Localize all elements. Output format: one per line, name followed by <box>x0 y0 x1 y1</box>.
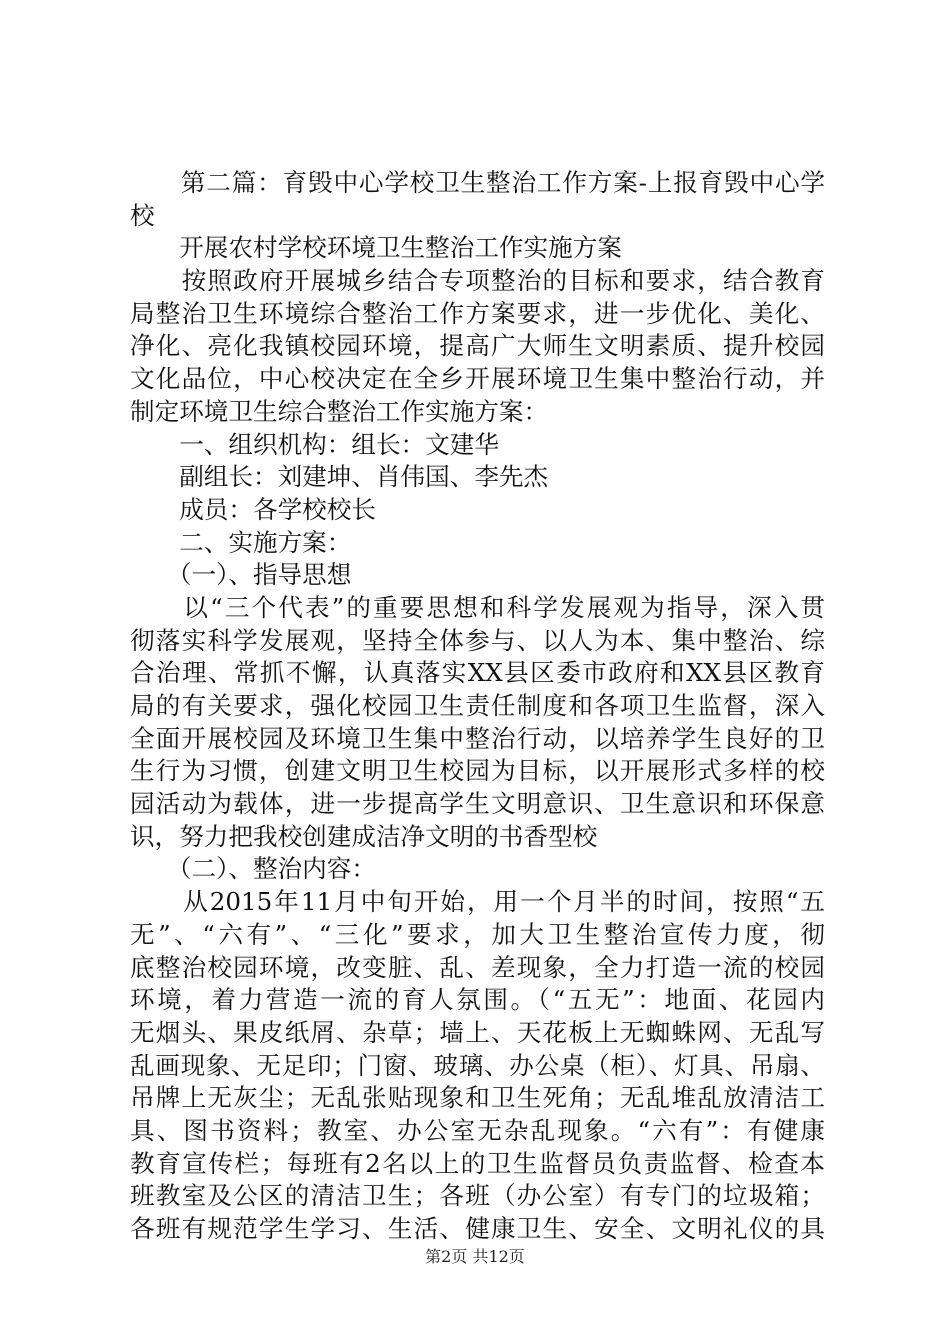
text-line: 净化、亮化我镇校园环境，提高广大师生文明素质、提升校园 <box>130 331 825 361</box>
document-body <box>130 167 825 1246</box>
text-line: 环境，着力营造一流的育人氛围。（“五无”：地面、花园内 <box>130 985 825 1015</box>
text-line: 文化品位，中心校决定在全乡开展环境卫生集中整治行动，并 <box>130 364 825 394</box>
text-line: 校 <box>130 200 155 230</box>
text-line: 底整治校园环境，改变脏、乱、差现象，全力打造一流的校园 <box>130 952 825 982</box>
text-line: 按照政府开展城乡结合专项整治的目标和要求，结合教育 <box>130 266 825 296</box>
text-line: 合治理、常抓不懈，认真落实XX县区委市政府和XX县区教育 <box>130 658 825 688</box>
text-line: 局整治卫生环境综合整治工作方案要求，进一步优化、美化、 <box>130 298 825 328</box>
text-line: 第二篇：育毁中心学校卫生整治工作方案-上报育毁中心学 <box>130 168 825 197</box>
text-line: 彻落实科学发展观，坚持全体参与、以人为本、集中整治、综 <box>130 625 825 655</box>
text-line: 乱画现象、无足印；门窗、玻璃、办公桌（柜）、灯具、吊扇、 <box>130 1050 825 1080</box>
text-line: 班教室及公区的清洁卫生；各班（办公室）有专门的垃圾箱； <box>130 1181 825 1211</box>
text-line: 全面开展校园及环境卫生集中整治行动，以培养学生良好的卫 <box>130 723 825 753</box>
text-line: （一）、指导思想 <box>130 560 352 590</box>
text-line: 园活动为载体，进一步提高学生文明意识、卫生意识和环保意 <box>130 789 825 819</box>
text-line: 无”、“六有”、“三化”要求，加大卫生整治宣传力度，彻 <box>130 919 825 949</box>
page-footer: 第2页 共12页 <box>425 1247 525 1266</box>
text-line: 生行为习惯，创建文明卫生校园为目标，以开展形式多样的校 <box>130 756 825 786</box>
text-line: 开展农村学校环境卫生整治工作实施方案 <box>130 233 622 263</box>
text-line: 一、组织机构：组长：文建华 <box>130 429 499 459</box>
text-line: 二、实施方案： <box>130 527 352 557</box>
text-line: 副组长：刘建坤、肖伟国、李先杰 <box>130 462 549 492</box>
text-line: 无烟头、果皮纸屑、杂草；墙上、天花板上无蜘蛛网、无乱写 <box>130 1017 825 1047</box>
text-line: 识，努力把我校创建成洁净文明的书香型校 <box>130 821 598 851</box>
text-line: 局的有关要求，强化校园卫生责任制度和各项卫生监督，深入 <box>130 691 825 720</box>
text-line: 各班有规范学生学习、生活、健康卫生、安全、文明礼仪的具 <box>130 1214 825 1243</box>
text-line: 具、图书资料；教室、办公室无杂乱现象。“六有”：有健康 <box>130 1115 825 1145</box>
text-line: 成员：各学校校长 <box>130 494 376 524</box>
text-line: 制定环境卫生综合整治工作实施方案： <box>130 396 549 426</box>
text-line: 教育宣传栏；每班有2名以上的卫生监督员负责监督、检查本 <box>130 1148 825 1178</box>
text-line: （二）、整治内容： <box>130 854 376 884</box>
text-line: 从2015年11月中旬开始，用一个月半的时间，按照“五 <box>130 887 825 917</box>
text-line: 吊牌上无灰尘；无乱张贴现象和卫生死角；无乱堆乱放清洁工 <box>130 1083 825 1113</box>
text-line: 以“三个代表”的重要思想和科学发展观为指导，深入贯 <box>130 592 825 622</box>
